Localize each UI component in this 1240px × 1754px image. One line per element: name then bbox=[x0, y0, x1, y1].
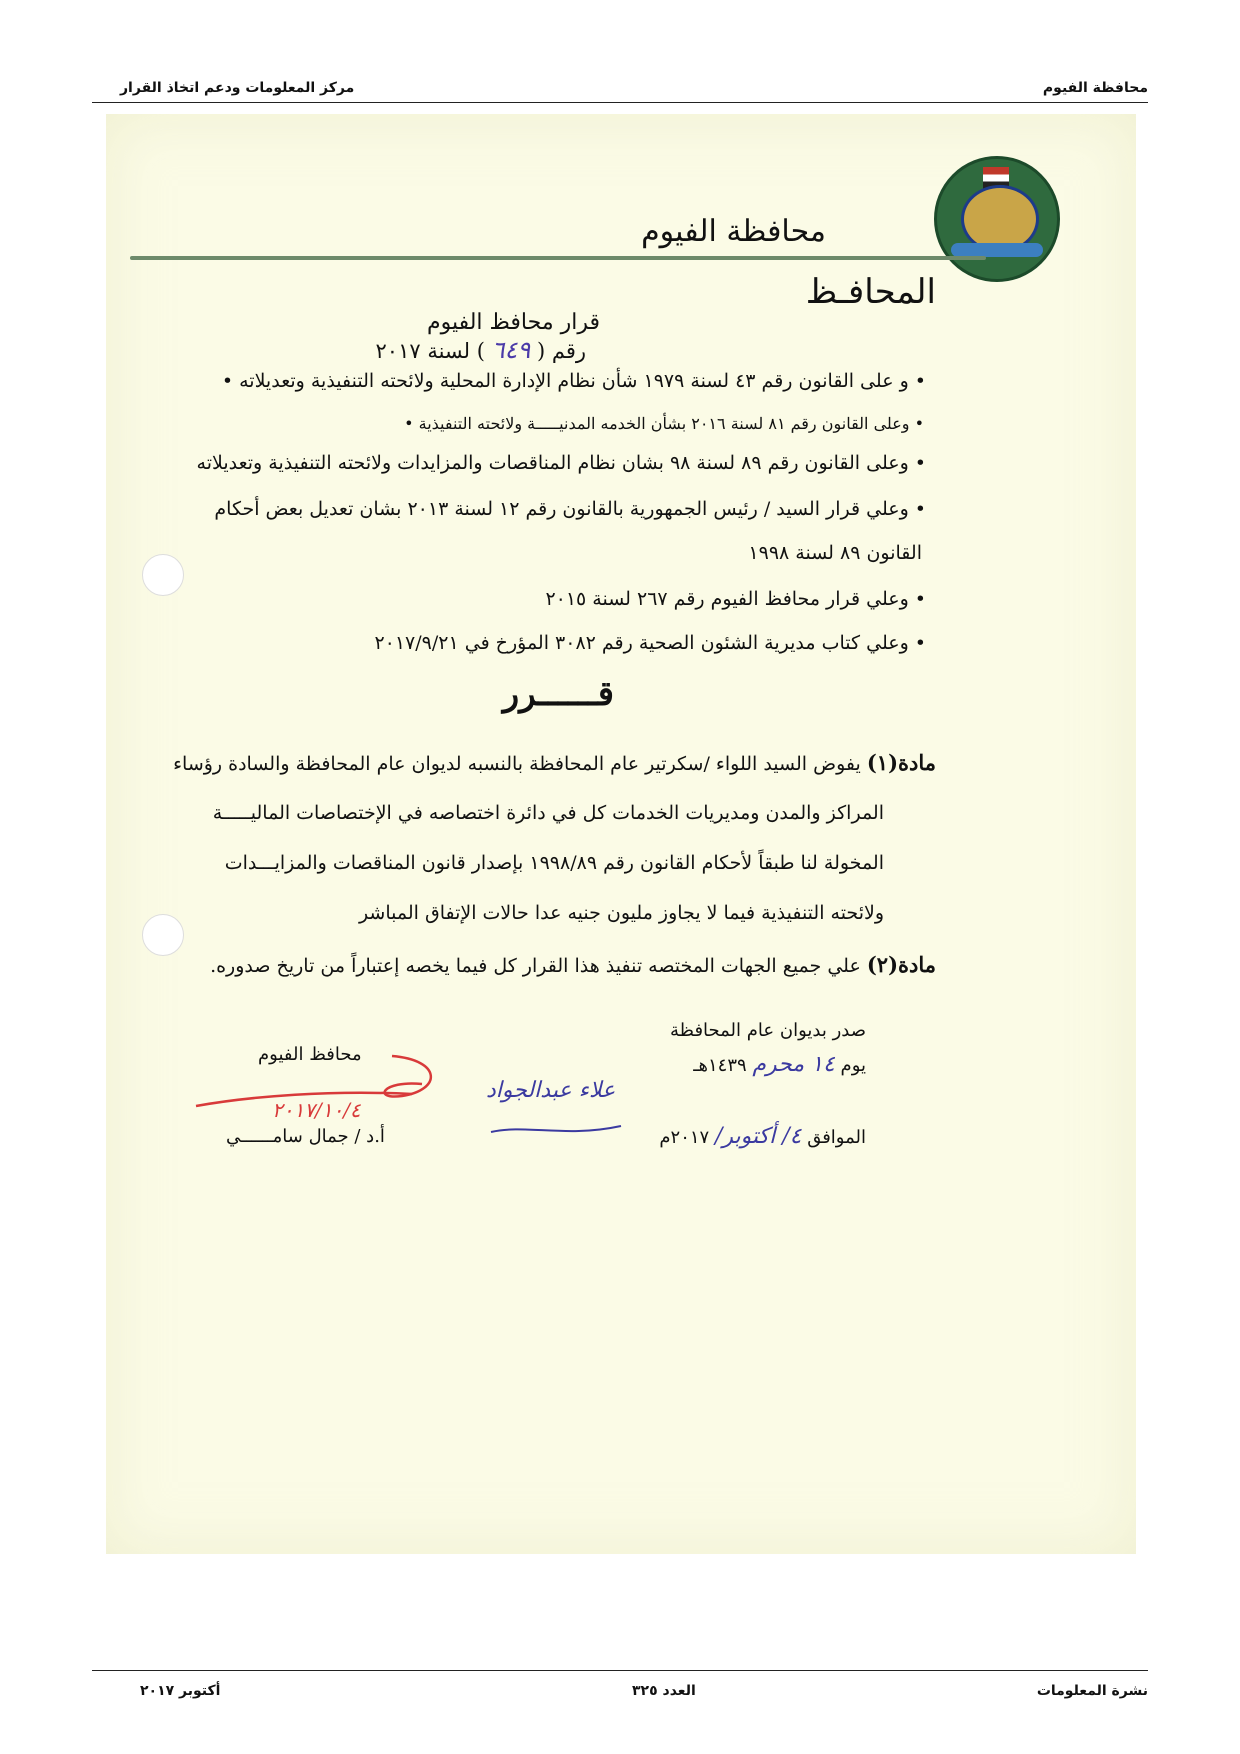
article-2-line-1 bbox=[210, 952, 936, 977]
footer-bulletin: نشرة المعلومات bbox=[1036, 1683, 1148, 1699]
water-icon bbox=[951, 243, 1043, 257]
article-1-line-2: المراكز والمدن ومديريات الخدمات كل في دائرة اختصاصه في الإختصاصات الماليـــــة bbox=[212, 802, 884, 824]
decision-number bbox=[376, 336, 586, 364]
article-1-line-4: ولائحته التنفيذية فيما لا يجاوز مليون جنيه عدا حالات الإتفاق المباشر bbox=[358, 902, 884, 924]
hijri-year: ١٤٣٩هـ bbox=[693, 1055, 747, 1076]
page-footer bbox=[92, 1670, 1148, 1711]
punch-hole bbox=[142, 554, 184, 596]
letterhead-rule bbox=[130, 256, 986, 260]
scanned-decree bbox=[106, 114, 1136, 1554]
office-title: المحافـظ bbox=[805, 272, 936, 312]
hijri-date bbox=[693, 1052, 866, 1077]
recital-2: • وعلى القانون رقم ٨١ لسنة ٢٠١٦ بشأن الخدمه المدنيـــــة ولائحته التنفيذية • bbox=[404, 414, 924, 433]
hijri-handwritten: ١٤ محرم bbox=[752, 1052, 835, 1077]
governor-title: محافظ الفيوم bbox=[258, 1044, 362, 1065]
governor-name: أ.د / جمال سامــــــي bbox=[226, 1126, 385, 1147]
article-1-line-3: المخولة لنا طبقاً لأحكام القانون رقم ١٩٩٨/٨٩ بإصدار قانون المناقصات والمزايـــدات bbox=[224, 852, 884, 874]
day-label: يوم bbox=[840, 1055, 866, 1076]
article-2-label: مادة(٢) bbox=[866, 952, 936, 977]
decision-number-suffix: ) لسنة ٢٠١٧ bbox=[375, 339, 485, 363]
corresponding-label: الموافق bbox=[807, 1127, 866, 1148]
decision-number-handwritten: ٦٤٩ bbox=[491, 336, 531, 364]
gregorian-date bbox=[659, 1124, 866, 1149]
recital-5: • وعلي قرار محافظ الفيوم رقم ٢٦٧ لسنة ٢٠١٥ bbox=[545, 588, 926, 610]
article-1-line-1 bbox=[173, 750, 936, 775]
recital-3: • وعلى القانون رقم ٨٩ لسنة ٩٨ بشان نظام المناقصات والمزايدات ولائحته التنفيذية وتعديلاته bbox=[196, 452, 926, 474]
recital-1: • و على القانون رقم ٤٣ لسنة ١٩٧٩ شأن نظام الإدارة المحلية ولائحته التنفيذية وتعديلاته • bbox=[221, 370, 926, 392]
footer-issue: العدد ٣٢٥ bbox=[632, 1683, 696, 1699]
middle-signature-stroke bbox=[486, 1114, 626, 1144]
page-header bbox=[92, 78, 1148, 103]
recital-4: • وعلي قرار السيد / رئيس الجمهورية بالقانون رقم ١٢ لسنة ٢٠١٣ بشان تعديل بعض أحكام bbox=[214, 498, 926, 520]
decision-number-prefix: رقم ( bbox=[536, 339, 586, 363]
recital-6: • وعلي كتاب مديرية الشئون الصحية رقم ٣٠٨٢ المؤرخ في ٢٠١٧/٩/٢١ bbox=[374, 632, 926, 654]
article-1-label: مادة(١) bbox=[866, 750, 936, 775]
gregorian-handwritten: ٤/ أكتوبر/ bbox=[714, 1124, 802, 1149]
article-1-text: يفوض السيد اللواء /سكرتير عام المحافظة بالنسبه لديوان عام المحافظة والسادة رؤساء bbox=[173, 753, 861, 775]
decreed-heading: قــــــرر bbox=[502, 674, 614, 714]
middle-signature: علاء عبدالجواد bbox=[486, 1078, 616, 1103]
governorate-seal-icon bbox=[934, 156, 1060, 282]
header-center: مركز المعلومات ودعم اتخاذ القرار bbox=[120, 80, 355, 96]
article-2-text: علي جميع الجهات المختصه تنفيذ هذا القرار كل فيما يخصه إعتباراً من تاريخ صدوره. bbox=[210, 955, 861, 977]
letterhead-title: محافظة الفيوم bbox=[641, 214, 826, 249]
decision-title: قرار محافظ الفيوم bbox=[426, 310, 600, 335]
issued-at: صدر بديوان عام المحافظة bbox=[670, 1020, 866, 1041]
governor-signature-date: ٢٠١٧/١٠/٤ bbox=[272, 1098, 361, 1122]
gregorian-year: ٢٠١٧م bbox=[659, 1127, 710, 1148]
governor-signature-stroke bbox=[192, 1050, 452, 1130]
recital-4-cont: القانون ٨٩ لسنة ١٩٩٨ bbox=[748, 542, 922, 564]
punch-hole bbox=[142, 914, 184, 956]
footer-date: أكتوبر ٢٠١٧ bbox=[140, 1683, 221, 1699]
header-governorate: محافظة الفيوم bbox=[1042, 80, 1148, 96]
